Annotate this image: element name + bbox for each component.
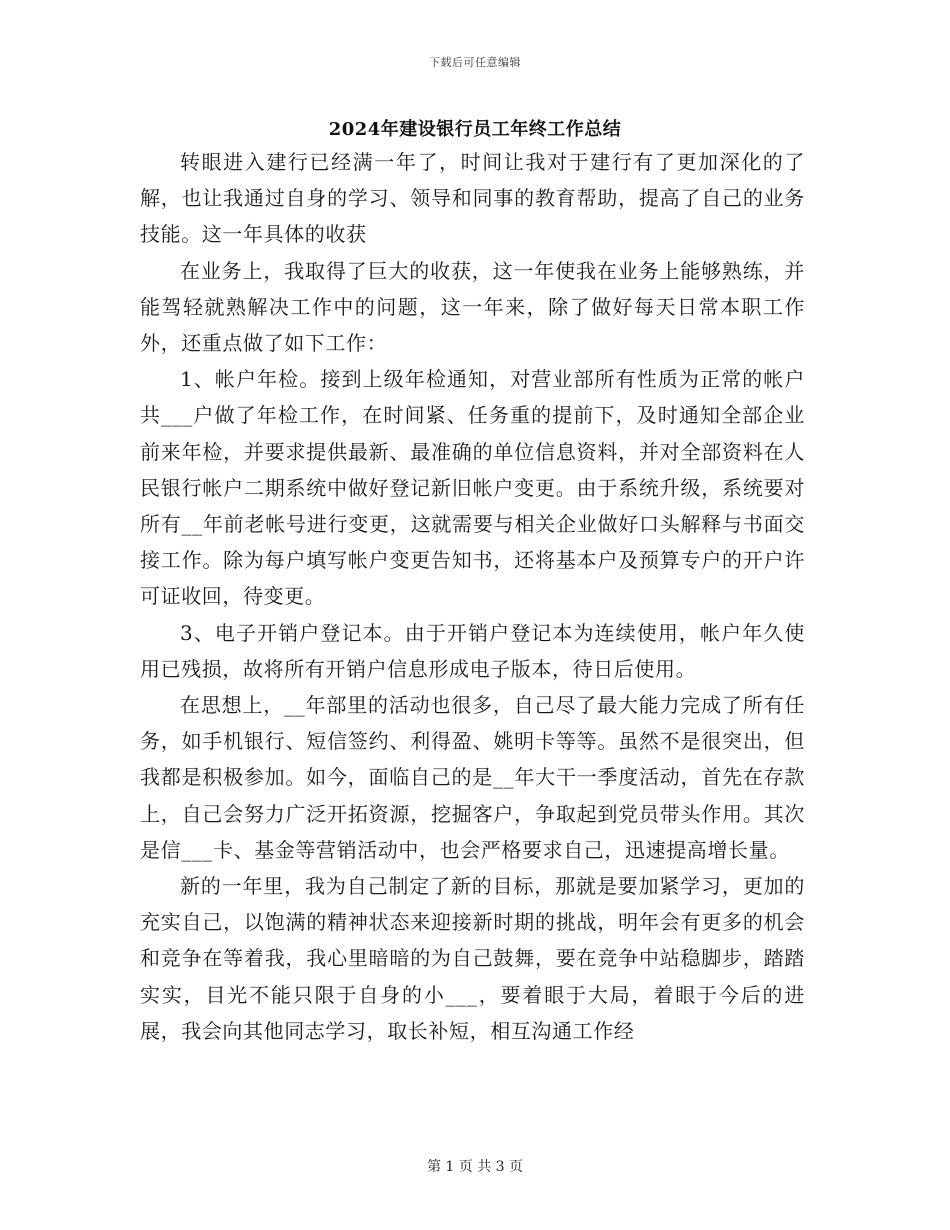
paragraph-account-inspection: 1、帐户年检。接到上级年检通知，对营业部所有性质为正常的帐户共___户做了年检工作，在时间紧、任务重的提前下，及时通知全部企业前来年检，并要求提供最新、最准确的单位信息资料，并对全部资料在人民银行帐户二期系统中做好登记新旧帐户变更。由于系统升级，系统要对所有__年前老帐号进行变更，这就需要与相关企业做好口头解释与书面交接工作。除为每户填写帐户变更告知书，还将基本户及预算专户的开户许可证收回，待变更。 xyxy=(140,367,805,609)
header-note: 下载后可任意编辑 xyxy=(429,56,521,69)
document-title: 2024年建设银行员工年终工作总结 xyxy=(328,119,622,140)
paragraph-business: 在业务上，我取得了巨大的收获，这一年使我在业务上能够熟练，并能驾轻就熟解决工作中的问题，这一年来，除了做好每天日常本职工作外，还重点做了如下工作： xyxy=(140,258,805,356)
paragraph-intro: 转眼进入建行已经满一年了，时间让我对于建行有了更加深化的了解，也让我通过自身的学习、领导和同事的教育帮助，提高了自己的业务技能。这一年具体的收获 xyxy=(140,150,805,247)
paragraph-new-year-goals: 新的一年里，我为自己制定了新的目标，那就是要加紧学习，更加的充实自己，以饱满的精神状态来迎接新时期的挑战，明年会有更多的机会和竞争在等着我，我心里暗暗的为自己鼓舞，要在竞争中站稳脚步，踏踏实实，目光不能只限于自身的小___，要着眼于大局，着眼于今后的进展，我会向其他同志学习，取长补短，相互沟通工作经 xyxy=(140,874,805,1043)
document-body xyxy=(140,144,805,1049)
paragraph-electronic-register: 3、电子开销户登记本。由于开销户登记本为连续使用，帐户年久使用已残损，故将所有开销户信息形成电子版本，待日后使用。 xyxy=(140,620,805,681)
page-footer: 第 1 页 共 3 页 xyxy=(426,1159,524,1175)
paragraph-thought: 在思想上，__年部里的活动也很多，自己尽了最大能力完成了所有任务，如手机银行、短信签约、利得盈、姚明卡等等。虽然不是很突出，但我都是积极参加。如今，面临自己的是__年大干一季度活动，首先在存款上，自己会努力广泛开拓资源，挖掘客户，争取起到党员带头作用。其次是信___卡、基金等营销活动中，也会严格要求自己，迅速提高增长量。 xyxy=(140,693,805,862)
